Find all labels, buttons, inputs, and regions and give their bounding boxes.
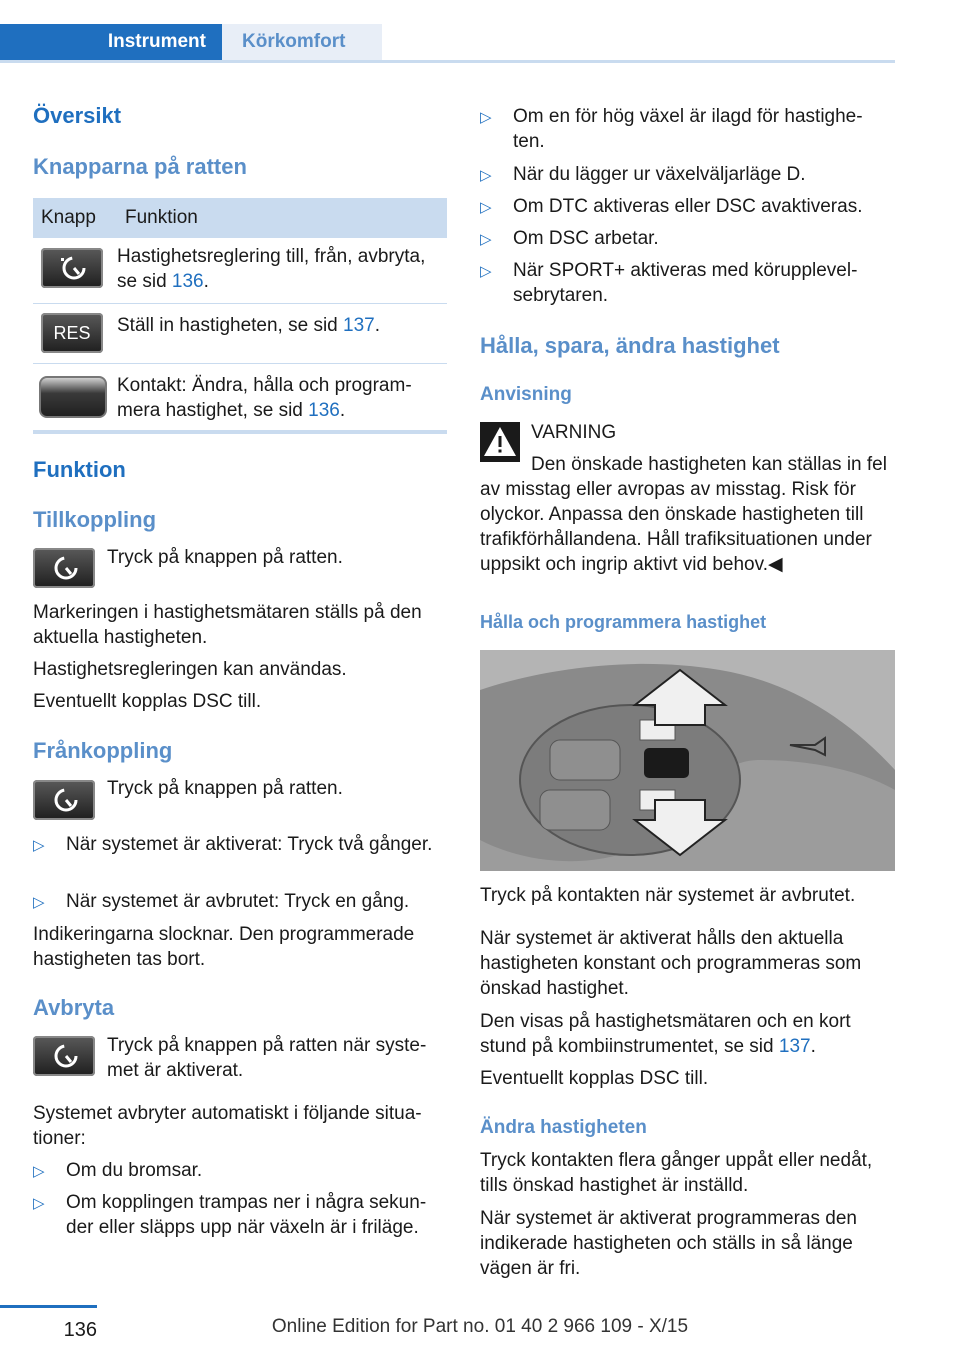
heading-funktion: Funktion <box>33 457 126 482</box>
list-item: Om du bromsar. <box>66 1160 203 1181</box>
table-row <box>33 238 447 304</box>
heading-frankoppling: Frånkoppling <box>33 738 173 763</box>
list-item: När systemet är avbrutet: Tryck en gång. <box>66 891 410 912</box>
paragraph: Eventuellt kopplas DSC till. <box>480 1068 709 1089</box>
bullet-icon: ▷ <box>480 231 492 248</box>
cruise-control-button-icon <box>33 780 95 820</box>
buttons-table <box>33 198 447 434</box>
heading-halla-spara: Hålla, spara, ändra hastighet <box>480 333 780 358</box>
bullet-icon: ▷ <box>480 199 492 216</box>
paragraph: Eventuellt kopplas DSC till. <box>33 691 262 712</box>
paragraph: Systemet avbryter automatiskt i följande situationer: <box>33 1103 422 1149</box>
bullet-icon: ▷ <box>480 263 492 280</box>
tillkoppling-text: Tryck på knappen på ratten. <box>107 547 343 568</box>
tab-divider <box>0 60 895 63</box>
row-text <box>117 373 447 423</box>
paragraph: Tryck kontakten flera gånger uppåt eller nedåt, tills önskad hastighet är inställd. <box>480 1150 873 1196</box>
footer-text: Online Edition for Part no. 01 40 2 966 109 - X/15 <box>271 1316 689 1337</box>
list-item: Om kopplingen trampas ner i några sekunder eller släpps upp när växeln är i friläge. <box>66 1192 427 1238</box>
rocker-switch-icon <box>39 376 107 418</box>
paragraph-end: . <box>810 1036 816 1057</box>
table-row <box>33 364 447 430</box>
list-item: Om DSC arbetar. <box>513 228 659 249</box>
paragraph: När systemet är aktiverat programmeras den indikerade hastigheten och ställs in så länge vägen är fri. <box>480 1208 857 1279</box>
page-link[interactable]: 137 <box>778 1036 811 1057</box>
paragraph: Markeringen i hastighetsmätaren ställs på den aktuella hastigheten. <box>33 602 422 648</box>
res-button-icon <box>41 313 103 353</box>
list-item: Om en för hög växel är ilagd för hastigheten. <box>513 106 863 152</box>
bullet-icon: ▷ <box>33 894 45 911</box>
tab-korkomfort[interactable]: Körkomfort <box>222 24 382 60</box>
row-end: . <box>374 315 381 336</box>
row-desc: Kontakt: Ändra, hålla och programmera hastighet, se sid <box>117 375 412 421</box>
heading-avbryta: Avbryta <box>33 995 115 1020</box>
page-link[interactable]: 136 <box>171 271 204 292</box>
row-text <box>117 313 447 338</box>
list-item: När SPORT+ aktiveras med körupplevelsebrytaren. <box>513 260 858 306</box>
bullet-icon: ▷ <box>480 167 492 184</box>
row-end: . <box>339 400 346 421</box>
row-desc: Ställ in hastigheten, se sid <box>117 315 344 336</box>
warning-text: Den önskade hastigheten kan ställas in fel av misstag eller avropas av misstag. Risk för olyckor. Anpassa den önskade hastigheten till trafikförhållandena. Håll trafiksituationen under uppsikt och ingrip aktivt vid behov.◀ <box>480 454 887 575</box>
frankoppling-text: Tryck på knappen på ratten. <box>107 778 343 799</box>
paragraph: Tryck på kontakten när systemet är avbrutet. <box>480 885 856 906</box>
res-label: RES <box>53 322 91 343</box>
bullet-icon: ▷ <box>33 1163 45 1180</box>
page-link[interactable]: 137 <box>343 315 375 336</box>
header-tabs <box>0 24 895 62</box>
heading-anvisning: Anvisning <box>480 384 572 405</box>
page-link[interactable]: 136 <box>308 400 340 421</box>
bullet-icon: ▷ <box>33 1195 45 1212</box>
paragraph <box>480 1009 890 1059</box>
warning-label: VARNING <box>531 422 617 443</box>
cruise-control-button-icon <box>41 248 103 288</box>
cruise-control-button-icon <box>33 548 95 588</box>
list-item: När du lägger ur växelväljarläge D. <box>513 164 806 185</box>
list-item: Om DTC aktiveras eller DSC avaktiveras. <box>513 196 863 217</box>
avbryta-text: Tryck på knappen på ratten när systemet är aktiverat. <box>107 1035 427 1081</box>
page-number: 136 <box>63 1319 97 1341</box>
heading-andra: Ändra hastigheten <box>480 1117 647 1138</box>
cruise-control-button-icon <box>33 1036 95 1076</box>
paragraph: När systemet är aktiverat hålls den aktuella hastigheten konstant och programmeras som önskad hastighet. <box>480 928 862 999</box>
bullet-icon: ▷ <box>480 109 492 126</box>
heading-tillkoppling: Tillkoppling <box>33 507 157 532</box>
paragraph: Indikeringarna slocknar. Den programmerade hastigheten tas bort. <box>33 924 415 970</box>
subsection-title: Knapparna på ratten <box>33 154 247 179</box>
tab-instrument[interactable]: Instrument <box>0 24 222 60</box>
steering-wheel-illustration <box>480 650 895 871</box>
row-text <box>117 244 447 294</box>
table-header <box>33 198 447 238</box>
list-item: När systemet är aktiverat: Tryck två gånger. <box>66 834 433 855</box>
col-knapp: Knapp <box>41 207 96 228</box>
bullet-icon: ▷ <box>33 837 45 854</box>
row-end: . <box>203 271 209 292</box>
paragraph: Hastighetsregleringen kan användas. <box>33 659 347 680</box>
col-funktion: Funktion <box>125 207 198 228</box>
section-title: Översikt <box>33 103 122 128</box>
table-row <box>33 304 447 364</box>
table-bottom-rule <box>33 430 447 434</box>
paragraph-text: Den visas på hastighetsmätaren och en kort stund på kombiinstrumentet, se sid <box>480 1011 851 1057</box>
row-desc: Hastighetsreglering till, från, avbryta, se sid <box>117 246 426 292</box>
heading-halla-programmera: Hålla och programmera hastighet <box>480 612 767 632</box>
